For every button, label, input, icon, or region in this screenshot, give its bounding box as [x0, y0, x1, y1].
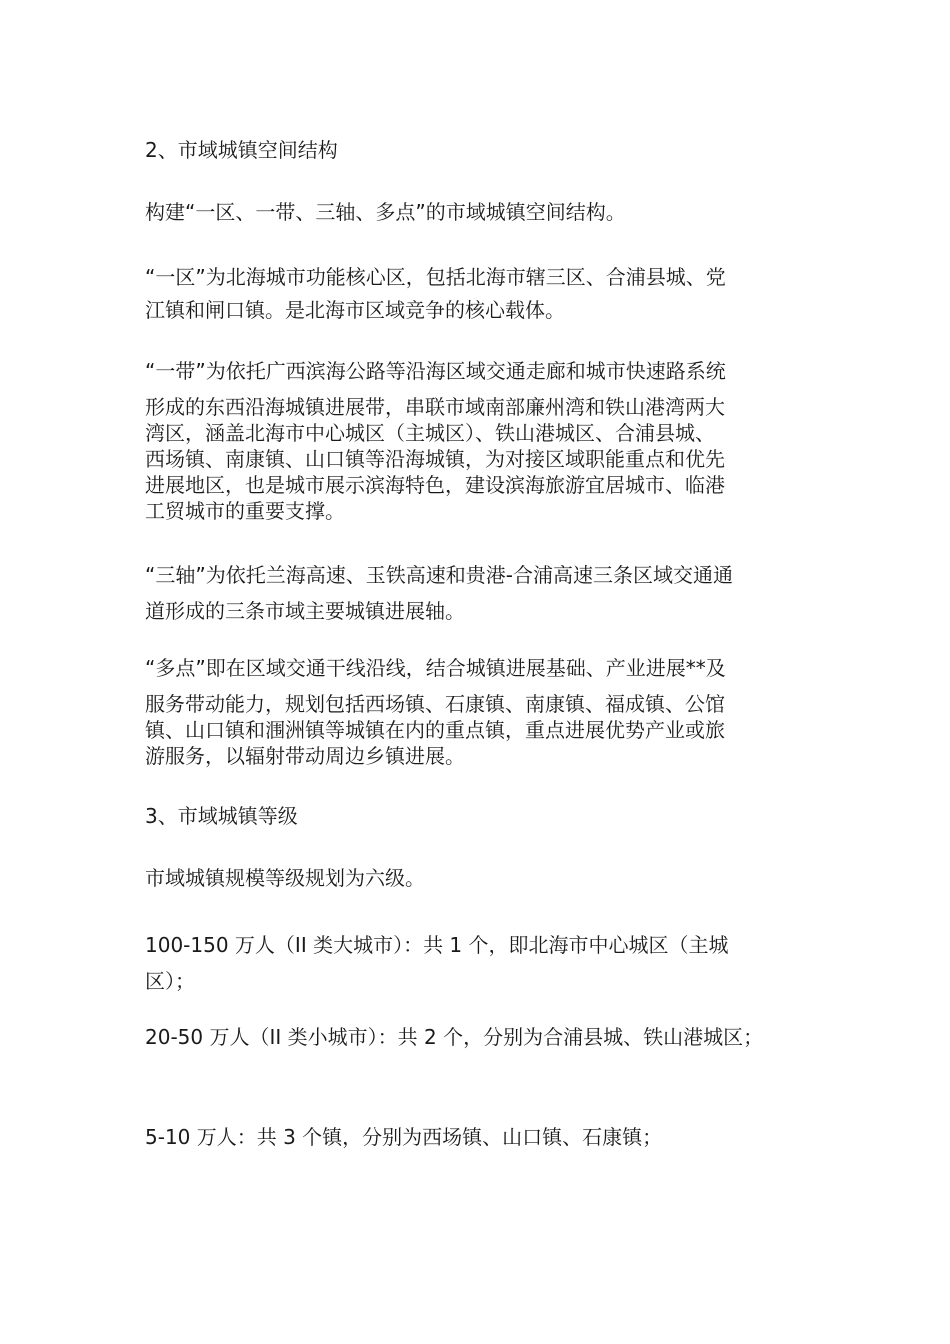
- paragraph-line: 区）；: [145, 969, 195, 993]
- paragraph-yidai: [145, 358, 726, 524]
- paragraph-yiqu: [145, 261, 726, 327]
- paragraph-line: 湾区，涵盖北海市中心城区（主城区）、铁山港城区、合浦县城、: [145, 421, 715, 445]
- paragraph-line: 100-150 万人（II 类大城市）：共 1 个，即北海市中心城区（主城: [145, 933, 729, 957]
- paragraph-line: 西场镇、南康镇、山口镇等沿海城镇，为对接区域职能重点和优先: [145, 447, 725, 471]
- paragraph-line: 江镇和闸口镇。是北海市区域竞争的核心载体。: [145, 298, 565, 322]
- paragraph-line: 形成的东西沿海城镇进展带，串联市域南部廉州湾和铁山港湾两大: [145, 395, 725, 419]
- paragraph-line: 道形成的三条市域主要城镇进展轴。: [145, 599, 465, 623]
- paragraph-levels-intro: 市域城镇规模等级规划为六级。: [145, 866, 425, 890]
- paragraph-line: “一区”为北海城市功能核心区，包括北海市辖三区、合浦县城、党: [145, 265, 726, 289]
- paragraph-sanzhou: [145, 557, 733, 629]
- section-heading-spatial-structure: 2、市域城镇空间结构: [145, 138, 338, 162]
- paragraph-level-towns: 5-10 万人：共 3 个镇，分别为西场镇、山口镇、石康镇；: [145, 1125, 663, 1149]
- paragraph-level-small-city: 20-50 万人（II 类小城市）：共 2 个，分别为合浦县城、铁山港城区；: [145, 1025, 764, 1049]
- paragraph-line: 工贸城市的重要支撑。: [145, 499, 345, 523]
- paragraph-line: “一带”为依托广西滨海公路等沿海区域交通走廊和城市快速路系统: [145, 359, 726, 383]
- paragraph-line: 镇、山口镇和涠洲镇等城镇在内的重点镇，重点进展优势产业或旅: [145, 718, 725, 742]
- paragraph-line: 游服务，以辐射带动周边乡镇进展。: [145, 744, 465, 768]
- paragraph-line: 服务带动能力，规划包括西场镇、石康镇、南康镇、福成镇、公馆: [145, 692, 725, 716]
- paragraph-duodian: [145, 655, 726, 769]
- paragraph-line: “三轴”为依托兰海高速、玉铁高速和贵港-合浦高速三条区域交通通: [145, 563, 733, 587]
- paragraph-line: 进展地区，也是城市展示滨海特色，建设滨海旅游宜居城市、临港: [145, 473, 725, 497]
- paragraph-intro-structure: 构建“一区、一带、三轴、多点”的市域城镇空间结构。: [145, 200, 626, 224]
- paragraph-line: “多点”即在区域交通干线沿线，结合城镇进展基础、产业进展**及: [145, 656, 726, 680]
- section-heading-town-levels: 3、市域城镇等级: [145, 804, 298, 828]
- paragraph-level-large-city: [145, 927, 729, 999]
